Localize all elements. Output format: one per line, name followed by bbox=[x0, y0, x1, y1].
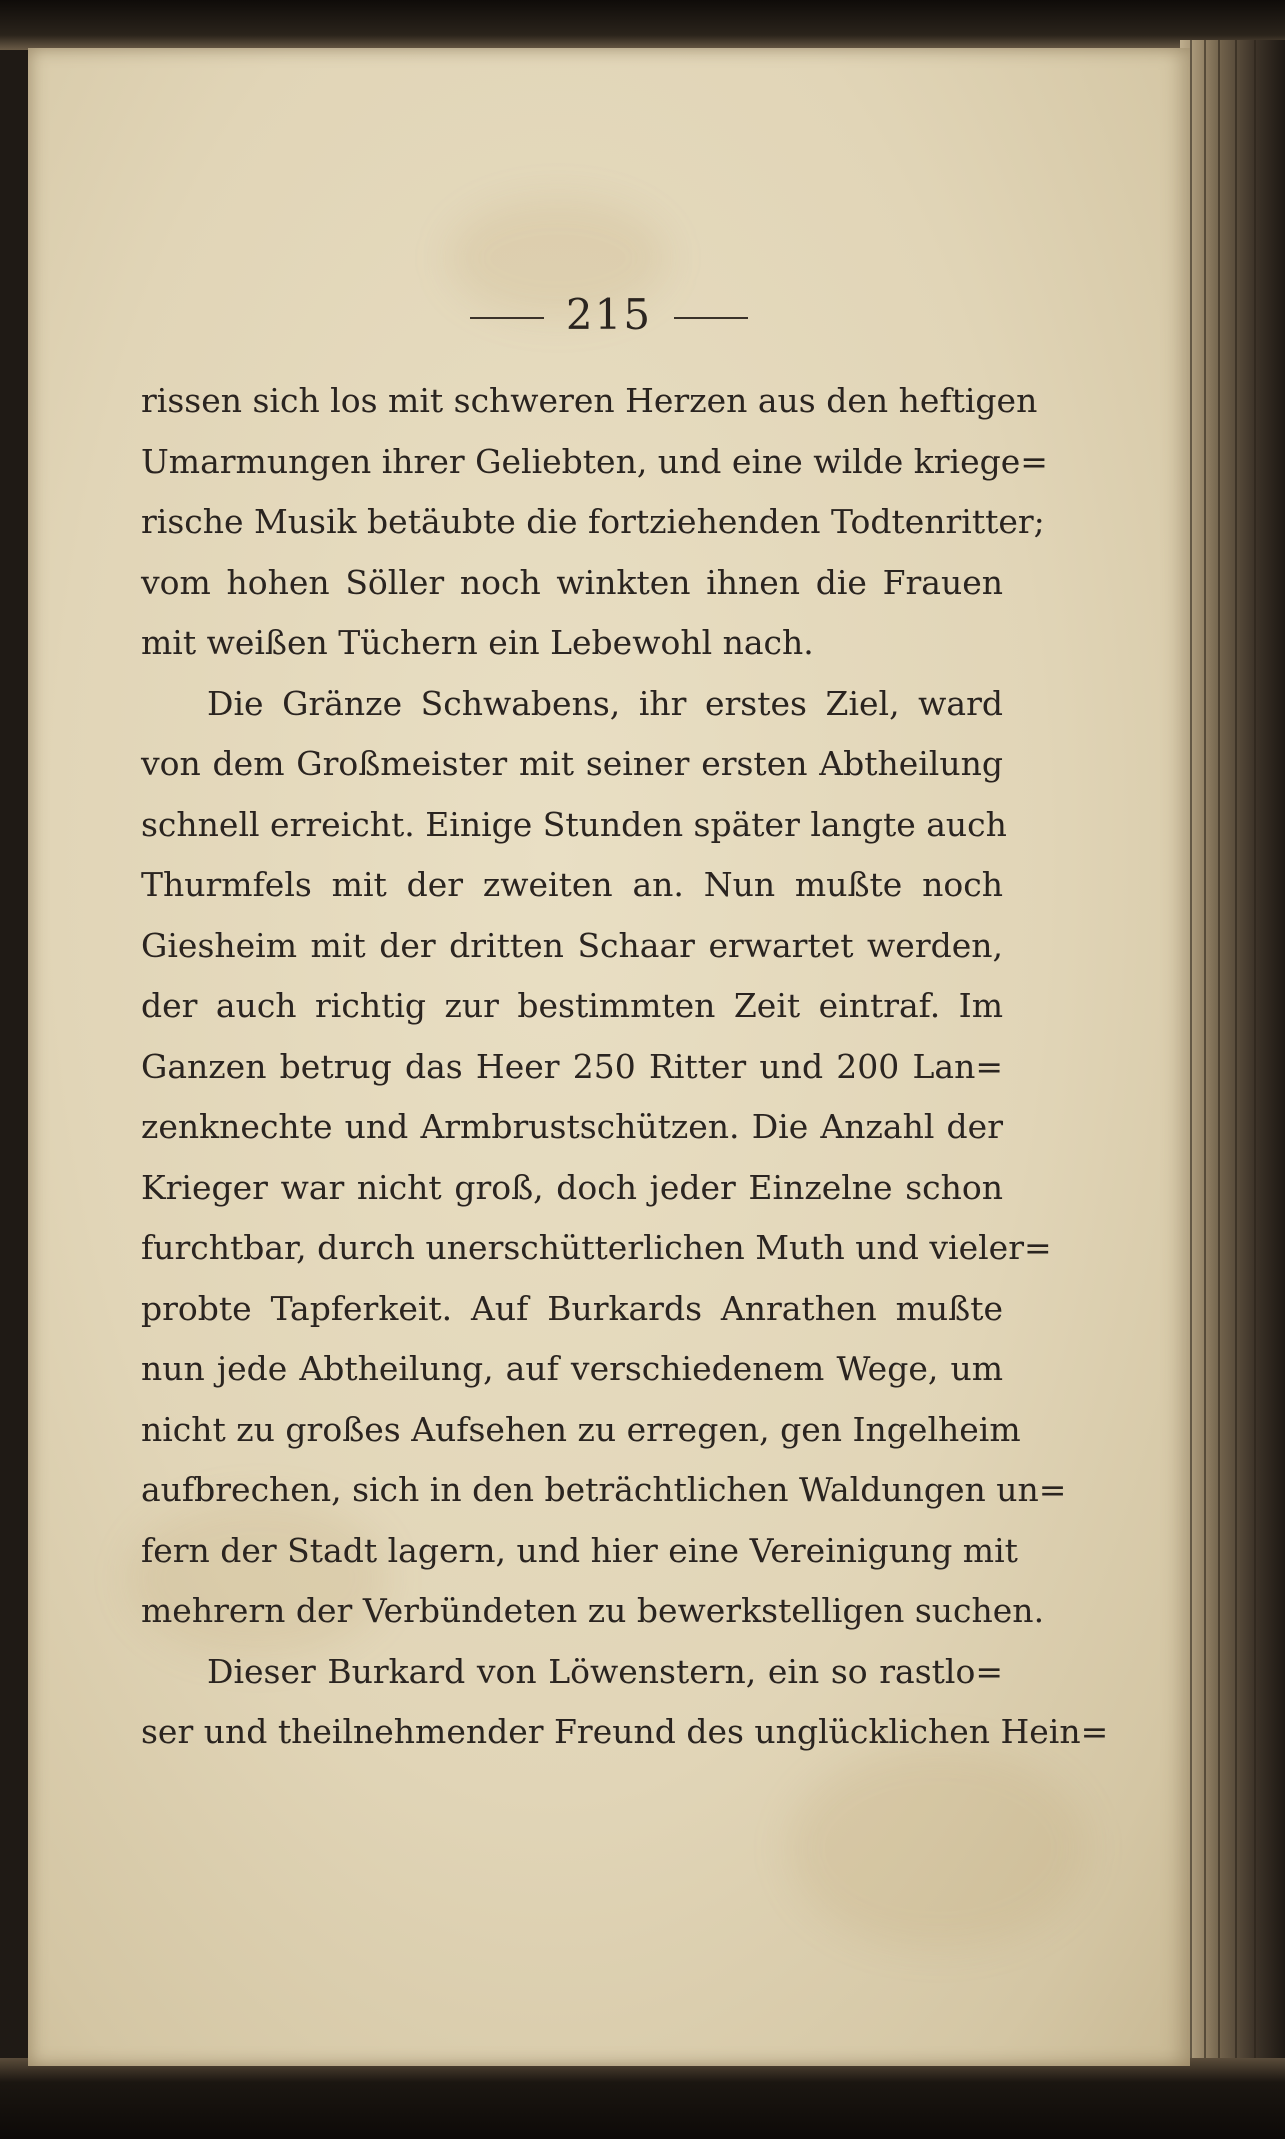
text-line: Ganzen betrug das Heer 250 Ritter und 200 Lan= bbox=[141, 1046, 1003, 1086]
book-page-edges bbox=[1180, 40, 1285, 2070]
text-line: rische Musik betäubte die fortziehenden Todtenritter; bbox=[141, 502, 1045, 541]
text-line: schnell erreicht. Einige Stunden später langte auch bbox=[141, 804, 1007, 844]
text-line: zenknechte und Armbrustschützen. Die Anzahl der bbox=[141, 1107, 1003, 1146]
text-line: mit weißen Tüchern ein Lebewohl nach. bbox=[141, 623, 814, 662]
text-line: aufbrechen, sich in den beträchtlichen Waldungen un= bbox=[141, 1470, 1067, 1509]
text-line: mehrern der Verbündeten zu bewerkstelligen suchen. bbox=[141, 1591, 1045, 1630]
text-line: Dieser Burkard von Löwenstern, ein so rastlo= bbox=[207, 1651, 1003, 1691]
text-line: fern der Stadt lagern, und hier eine Vereinigung mit bbox=[141, 1530, 1018, 1570]
text-line: nun jede Abtheilung, auf verschiedenem Wege, um bbox=[141, 1349, 1003, 1388]
text-line: Die Gränze Schwabens, ihr erstes Ziel, ward bbox=[207, 683, 1003, 723]
book-bottom-edge bbox=[0, 2058, 1285, 2139]
text-line: Umarmungen ihrer Geliebten, und eine wilde kriege= bbox=[141, 441, 1048, 481]
text-line: Thurmfels mit der zweiten an. Nun mußte noch bbox=[141, 865, 1003, 904]
text-line: rissen sich los mit schweren Herzen aus den heftigen bbox=[141, 381, 1038, 420]
text-line: Giesheim mit der dritten Schaar erwartet werden, bbox=[141, 925, 1003, 965]
page-number: 215 bbox=[565, 290, 653, 339]
text-line: der auch richtig zur bestimmten Zeit eintraf. Im bbox=[141, 986, 1003, 1025]
header-rule-right bbox=[674, 317, 748, 319]
book-page bbox=[28, 48, 1190, 2066]
text-line: furchtbar, durch unerschütterlichen Muth und vieler= bbox=[141, 1228, 1052, 1267]
body-text bbox=[141, 371, 1109, 1763]
text-line: ser und theilnehmender Freund des unglücklichen Hein= bbox=[141, 1712, 1109, 1751]
text-line: von dem Großmeister mit seiner ersten Abtheilung bbox=[141, 744, 1003, 783]
text-line: nicht zu großes Aufsehen zu erregen, gen Ingelheim bbox=[141, 1409, 1021, 1449]
text-line: probte Tapferkeit. Auf Burkards Anrathen mußte bbox=[141, 1288, 1003, 1328]
book-top-edge bbox=[0, 0, 1285, 50]
text-line: vom hohen Söller noch winkten ihnen die Frauen bbox=[141, 562, 1003, 602]
header-rule-left bbox=[470, 317, 544, 319]
page-header bbox=[28, 290, 1190, 339]
text-line: Krieger war nicht groß, doch jeder Einzelne schon bbox=[141, 1167, 1003, 1207]
